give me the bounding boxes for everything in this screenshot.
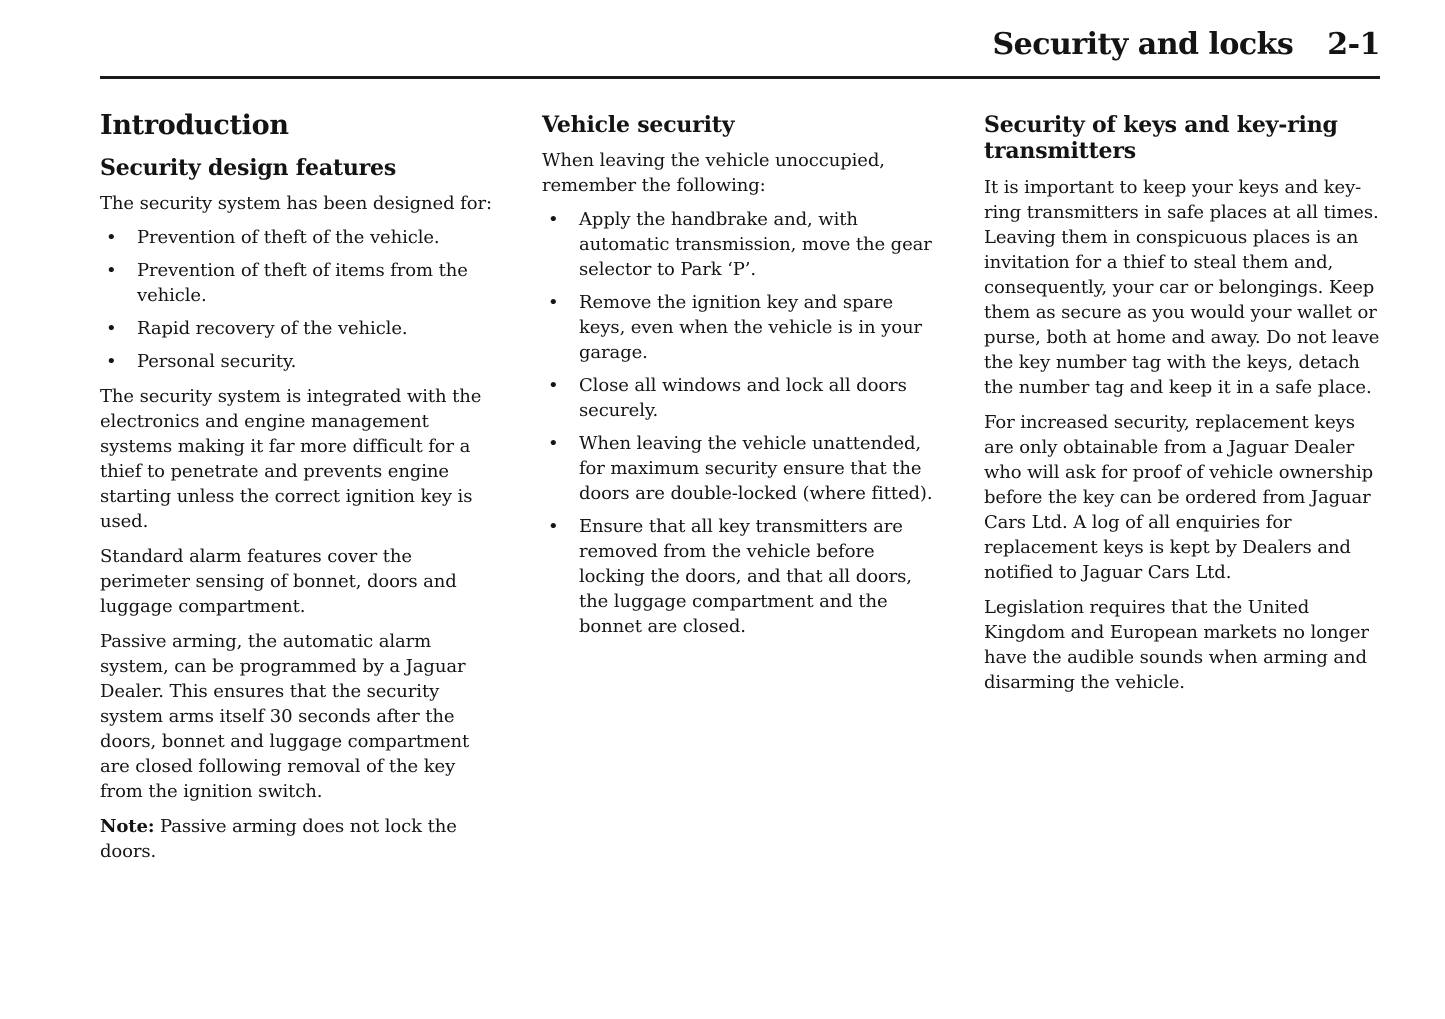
content-columns <box>0 79 1445 864</box>
section-heading-introduction: Introduction <box>100 110 289 141</box>
body-paragraph: It is important to keep your keys and key-ring transmitters in safe places at all times. Leaving them in conspicuous places is an invitation for a thief to steal them and, consequently, your car or belongings. Keep them as secure as you would your wallet or purse, both at home and away. Do not leave the key number tag with the keys, detach the number tag and keep it in a safe place. <box>984 176 1380 398</box>
bullet-list-item <box>100 258 496 308</box>
key-security-paragraphs <box>984 175 1380 695</box>
note-label: Note: <box>100 816 155 838</box>
column-vehicle-security <box>542 110 938 864</box>
column-introduction <box>100 110 496 864</box>
bullet-text: Rapid recovery of the vehicle. <box>137 318 408 340</box>
bullet-icon: • <box>548 433 559 455</box>
bullet-icon: • <box>106 227 117 249</box>
body-paragraph: Standard alarm features cover the perimeter sensing of bonnet, doors and luggage compartment. <box>100 546 457 618</box>
bullet-text: Prevention of theft of items from the vehicle. <box>137 260 468 307</box>
introduction-paragraphs <box>100 384 496 804</box>
bullet-icon: • <box>106 260 117 282</box>
subsection-heading-security-design-features: Security design features <box>100 155 397 182</box>
intro-paragraph: The security system has been designed for: <box>100 193 492 215</box>
vehicle-security-intro: When leaving the vehicle unoccupied, remember the following: <box>542 150 885 197</box>
bullet-icon: • <box>548 209 559 231</box>
column-key-security <box>984 110 1380 864</box>
bullet-list-item <box>100 349 496 374</box>
bullet-list-item <box>542 514 938 639</box>
bullet-text: Apply the handbrake and, with automatic transmission, move the gear selector to Park ‘P’. <box>579 209 932 281</box>
bullet-icon: • <box>548 292 559 314</box>
bullet-text: When leaving the vehicle unattended, for maximum security ensure that the doors are double-locked (where fitted). <box>579 433 933 505</box>
note-paragraph <box>100 814 496 864</box>
page-header <box>0 0 1445 79</box>
chapter-title: Security and locks <box>992 27 1294 62</box>
bullet-text: Remove the ignition key and spare keys, even when the vehicle is in your garage. <box>579 292 922 364</box>
body-paragraph: The security system is integrated with the electronics and engine management systems making it far more difficult for a thief to penetrate and prevents engine starting unless the correct ignition key is used. <box>100 386 482 533</box>
bullet-list-item <box>542 290 938 365</box>
bullet-icon: • <box>548 375 559 397</box>
bullet-list-item <box>542 373 938 423</box>
section-heading-key-security: Security of keys and key-ring transmitters <box>984 112 1338 165</box>
bullet-text: Prevention of theft of the vehicle. <box>137 227 440 249</box>
body-paragraph: For increased security, replacement keys are only obtainable from a Jaguar Dealer who will ask for proof of vehicle ownership before the key can be ordered from Jaguar Cars Ltd. A log of all enquiries for replacement keys is kept by Dealers and notified to Jaguar Cars Ltd. <box>984 411 1374 583</box>
body-paragraph: Passive arming, the automatic alarm system, can be programmed by a Jaguar Dealer. This ensures that the security system arms itself 30 seconds after the doors, bonnet and luggage compartment are closed following removal of the key from the ignition switch. <box>100 631 470 803</box>
bullet-list-item <box>542 431 938 506</box>
header-row <box>100 27 1380 62</box>
bullet-text: Close all windows and lock all doors securely. <box>579 375 907 422</box>
bullet-list-item <box>542 207 938 282</box>
note-text: Passive arming does not lock the doors. <box>100 816 457 863</box>
security-design-bullet-list <box>100 225 496 374</box>
bullet-text: Ensure that all key transmitters are removed from the vehicle before locking the doors, and that all doors, the luggage compartment and the bonnet are closed. <box>579 516 912 638</box>
vehicle-security-bullet-list <box>542 207 938 639</box>
bullet-list-item <box>100 225 496 250</box>
bullet-icon: • <box>548 516 559 538</box>
section-heading-vehicle-security: Vehicle security <box>542 112 735 138</box>
bullet-text: Personal security. <box>137 351 297 373</box>
bullet-icon: • <box>106 351 117 373</box>
body-paragraph: Legislation requires that the United Kingdom and European markets no longer have the audible sounds when arming and disarming the vehicle. <box>984 596 1369 693</box>
page-number: 2-1 <box>1327 27 1380 62</box>
bullet-icon: • <box>106 318 117 340</box>
bullet-list-item <box>100 316 496 341</box>
